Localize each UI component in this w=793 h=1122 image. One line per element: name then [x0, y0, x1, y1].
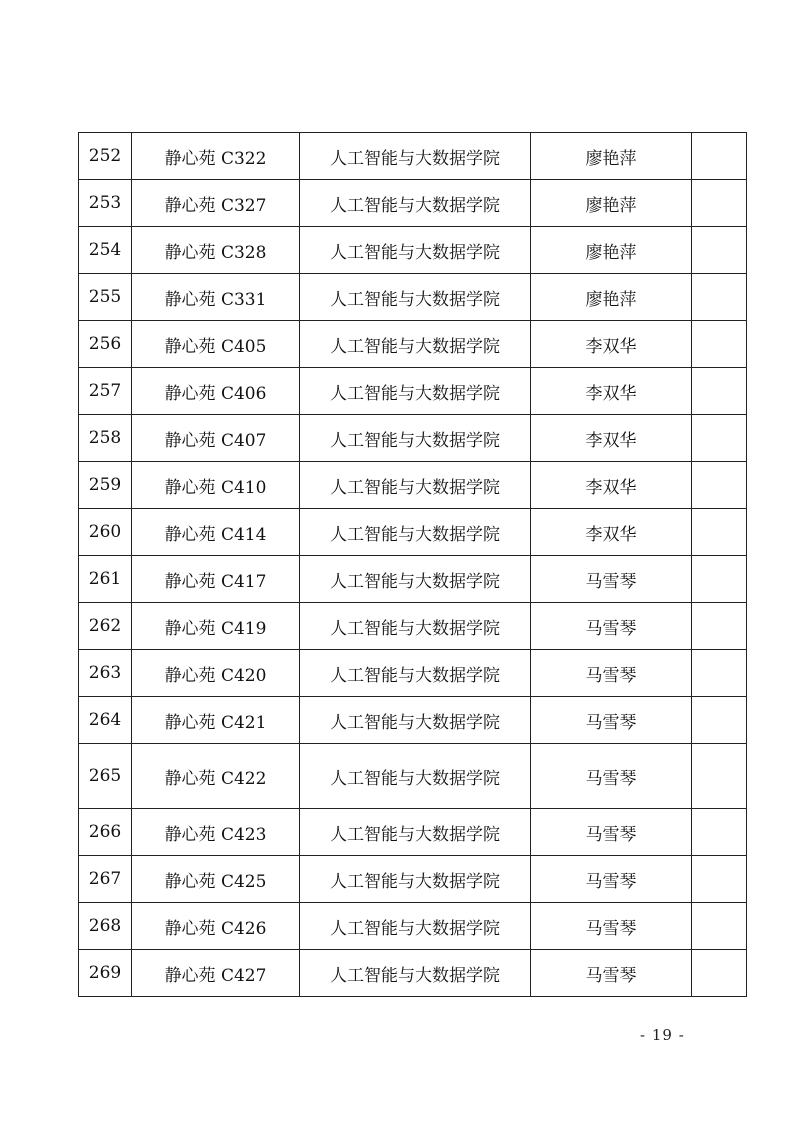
room-cell: 静心苑 C407 [132, 415, 300, 462]
room-cell: 静心苑 C425 [132, 856, 300, 903]
room-cell: 静心苑 C328 [132, 227, 300, 274]
note-cell [692, 950, 747, 997]
page-number: - 19 - [640, 1026, 685, 1044]
college-cell: 人工智能与大数据学院 [300, 462, 531, 509]
table-row [79, 650, 747, 697]
college-cell: 人工智能与大数据学院 [300, 903, 531, 950]
teacher-cell: 马雪琴 [531, 650, 692, 697]
table-body [79, 133, 747, 997]
teacher-cell: 李双华 [531, 415, 692, 462]
teacher-cell: 马雪琴 [531, 809, 692, 856]
table-row [79, 415, 747, 462]
note-cell [692, 462, 747, 509]
row-number-cell: 265 [79, 744, 132, 809]
table-row [79, 274, 747, 321]
row-number-cell: 259 [79, 462, 132, 509]
teacher-cell: 李双华 [531, 368, 692, 415]
room-cell: 静心苑 C426 [132, 903, 300, 950]
table-row [79, 321, 747, 368]
table-row [79, 744, 747, 809]
college-cell: 人工智能与大数据学院 [300, 321, 531, 368]
note-cell [692, 321, 747, 368]
table-row [79, 227, 747, 274]
table-row [79, 556, 747, 603]
college-cell: 人工智能与大数据学院 [300, 133, 531, 180]
note-cell [692, 809, 747, 856]
teacher-cell: 马雪琴 [531, 950, 692, 997]
teacher-cell: 马雪琴 [531, 556, 692, 603]
row-number-cell: 261 [79, 556, 132, 603]
college-cell: 人工智能与大数据学院 [300, 368, 531, 415]
teacher-cell: 马雪琴 [531, 603, 692, 650]
table-row [79, 133, 747, 180]
note-cell [692, 556, 747, 603]
note-cell [692, 133, 747, 180]
note-cell [692, 697, 747, 744]
table-row [79, 697, 747, 744]
room-cell: 静心苑 C331 [132, 274, 300, 321]
room-cell: 静心苑 C420 [132, 650, 300, 697]
room-cell: 静心苑 C405 [132, 321, 300, 368]
row-number-cell: 257 [79, 368, 132, 415]
room-cell: 静心苑 C406 [132, 368, 300, 415]
teacher-cell: 马雪琴 [531, 697, 692, 744]
row-number-cell: 258 [79, 415, 132, 462]
college-cell: 人工智能与大数据学院 [300, 556, 531, 603]
teacher-cell: 李双华 [531, 321, 692, 368]
teacher-cell: 廖艳萍 [531, 180, 692, 227]
college-cell: 人工智能与大数据学院 [300, 809, 531, 856]
note-cell [692, 509, 747, 556]
note-cell [692, 227, 747, 274]
row-number-cell: 252 [79, 133, 132, 180]
teacher-cell: 马雪琴 [531, 903, 692, 950]
row-number-cell: 267 [79, 856, 132, 903]
college-cell: 人工智能与大数据学院 [300, 180, 531, 227]
table-row [79, 509, 747, 556]
college-cell: 人工智能与大数据学院 [300, 603, 531, 650]
room-cell: 静心苑 C414 [132, 509, 300, 556]
room-cell: 静心苑 C427 [132, 950, 300, 997]
table-row [79, 603, 747, 650]
row-number-cell: 264 [79, 697, 132, 744]
note-cell [692, 368, 747, 415]
teacher-cell: 廖艳萍 [531, 227, 692, 274]
table-row [79, 368, 747, 415]
room-cell: 静心苑 C422 [132, 744, 300, 809]
college-cell: 人工智能与大数据学院 [300, 697, 531, 744]
table-row [79, 903, 747, 950]
college-cell: 人工智能与大数据学院 [300, 415, 531, 462]
table-row [79, 180, 747, 227]
room-cell: 静心苑 C421 [132, 697, 300, 744]
college-cell: 人工智能与大数据学院 [300, 509, 531, 556]
dormitory-assignment-table [78, 132, 747, 997]
table-row [79, 462, 747, 509]
teacher-cell: 李双华 [531, 509, 692, 556]
note-cell [692, 650, 747, 697]
row-number-cell: 253 [79, 180, 132, 227]
note-cell [692, 903, 747, 950]
table-row [79, 856, 747, 903]
note-cell [692, 180, 747, 227]
row-number-cell: 263 [79, 650, 132, 697]
note-cell [692, 744, 747, 809]
room-cell: 静心苑 C417 [132, 556, 300, 603]
note-cell [692, 856, 747, 903]
note-cell [692, 603, 747, 650]
row-number-cell: 266 [79, 809, 132, 856]
row-number-cell: 254 [79, 227, 132, 274]
row-number-cell: 260 [79, 509, 132, 556]
college-cell: 人工智能与大数据学院 [300, 650, 531, 697]
note-cell [692, 415, 747, 462]
row-number-cell: 256 [79, 321, 132, 368]
teacher-cell: 廖艳萍 [531, 133, 692, 180]
row-number-cell: 255 [79, 274, 132, 321]
row-number-cell: 268 [79, 903, 132, 950]
college-cell: 人工智能与大数据学院 [300, 227, 531, 274]
room-cell: 静心苑 C410 [132, 462, 300, 509]
room-cell: 静心苑 C327 [132, 180, 300, 227]
row-number-cell: 269 [79, 950, 132, 997]
row-number-cell: 262 [79, 603, 132, 650]
college-cell: 人工智能与大数据学院 [300, 274, 531, 321]
teacher-cell: 马雪琴 [531, 744, 692, 809]
room-cell: 静心苑 C322 [132, 133, 300, 180]
teacher-cell: 马雪琴 [531, 856, 692, 903]
college-cell: 人工智能与大数据学院 [300, 856, 531, 903]
room-cell: 静心苑 C423 [132, 809, 300, 856]
teacher-cell: 廖艳萍 [531, 274, 692, 321]
table-row [79, 950, 747, 997]
teacher-cell: 李双华 [531, 462, 692, 509]
college-cell: 人工智能与大数据学院 [300, 950, 531, 997]
room-cell: 静心苑 C419 [132, 603, 300, 650]
college-cell: 人工智能与大数据学院 [300, 744, 531, 809]
note-cell [692, 274, 747, 321]
table-row [79, 809, 747, 856]
